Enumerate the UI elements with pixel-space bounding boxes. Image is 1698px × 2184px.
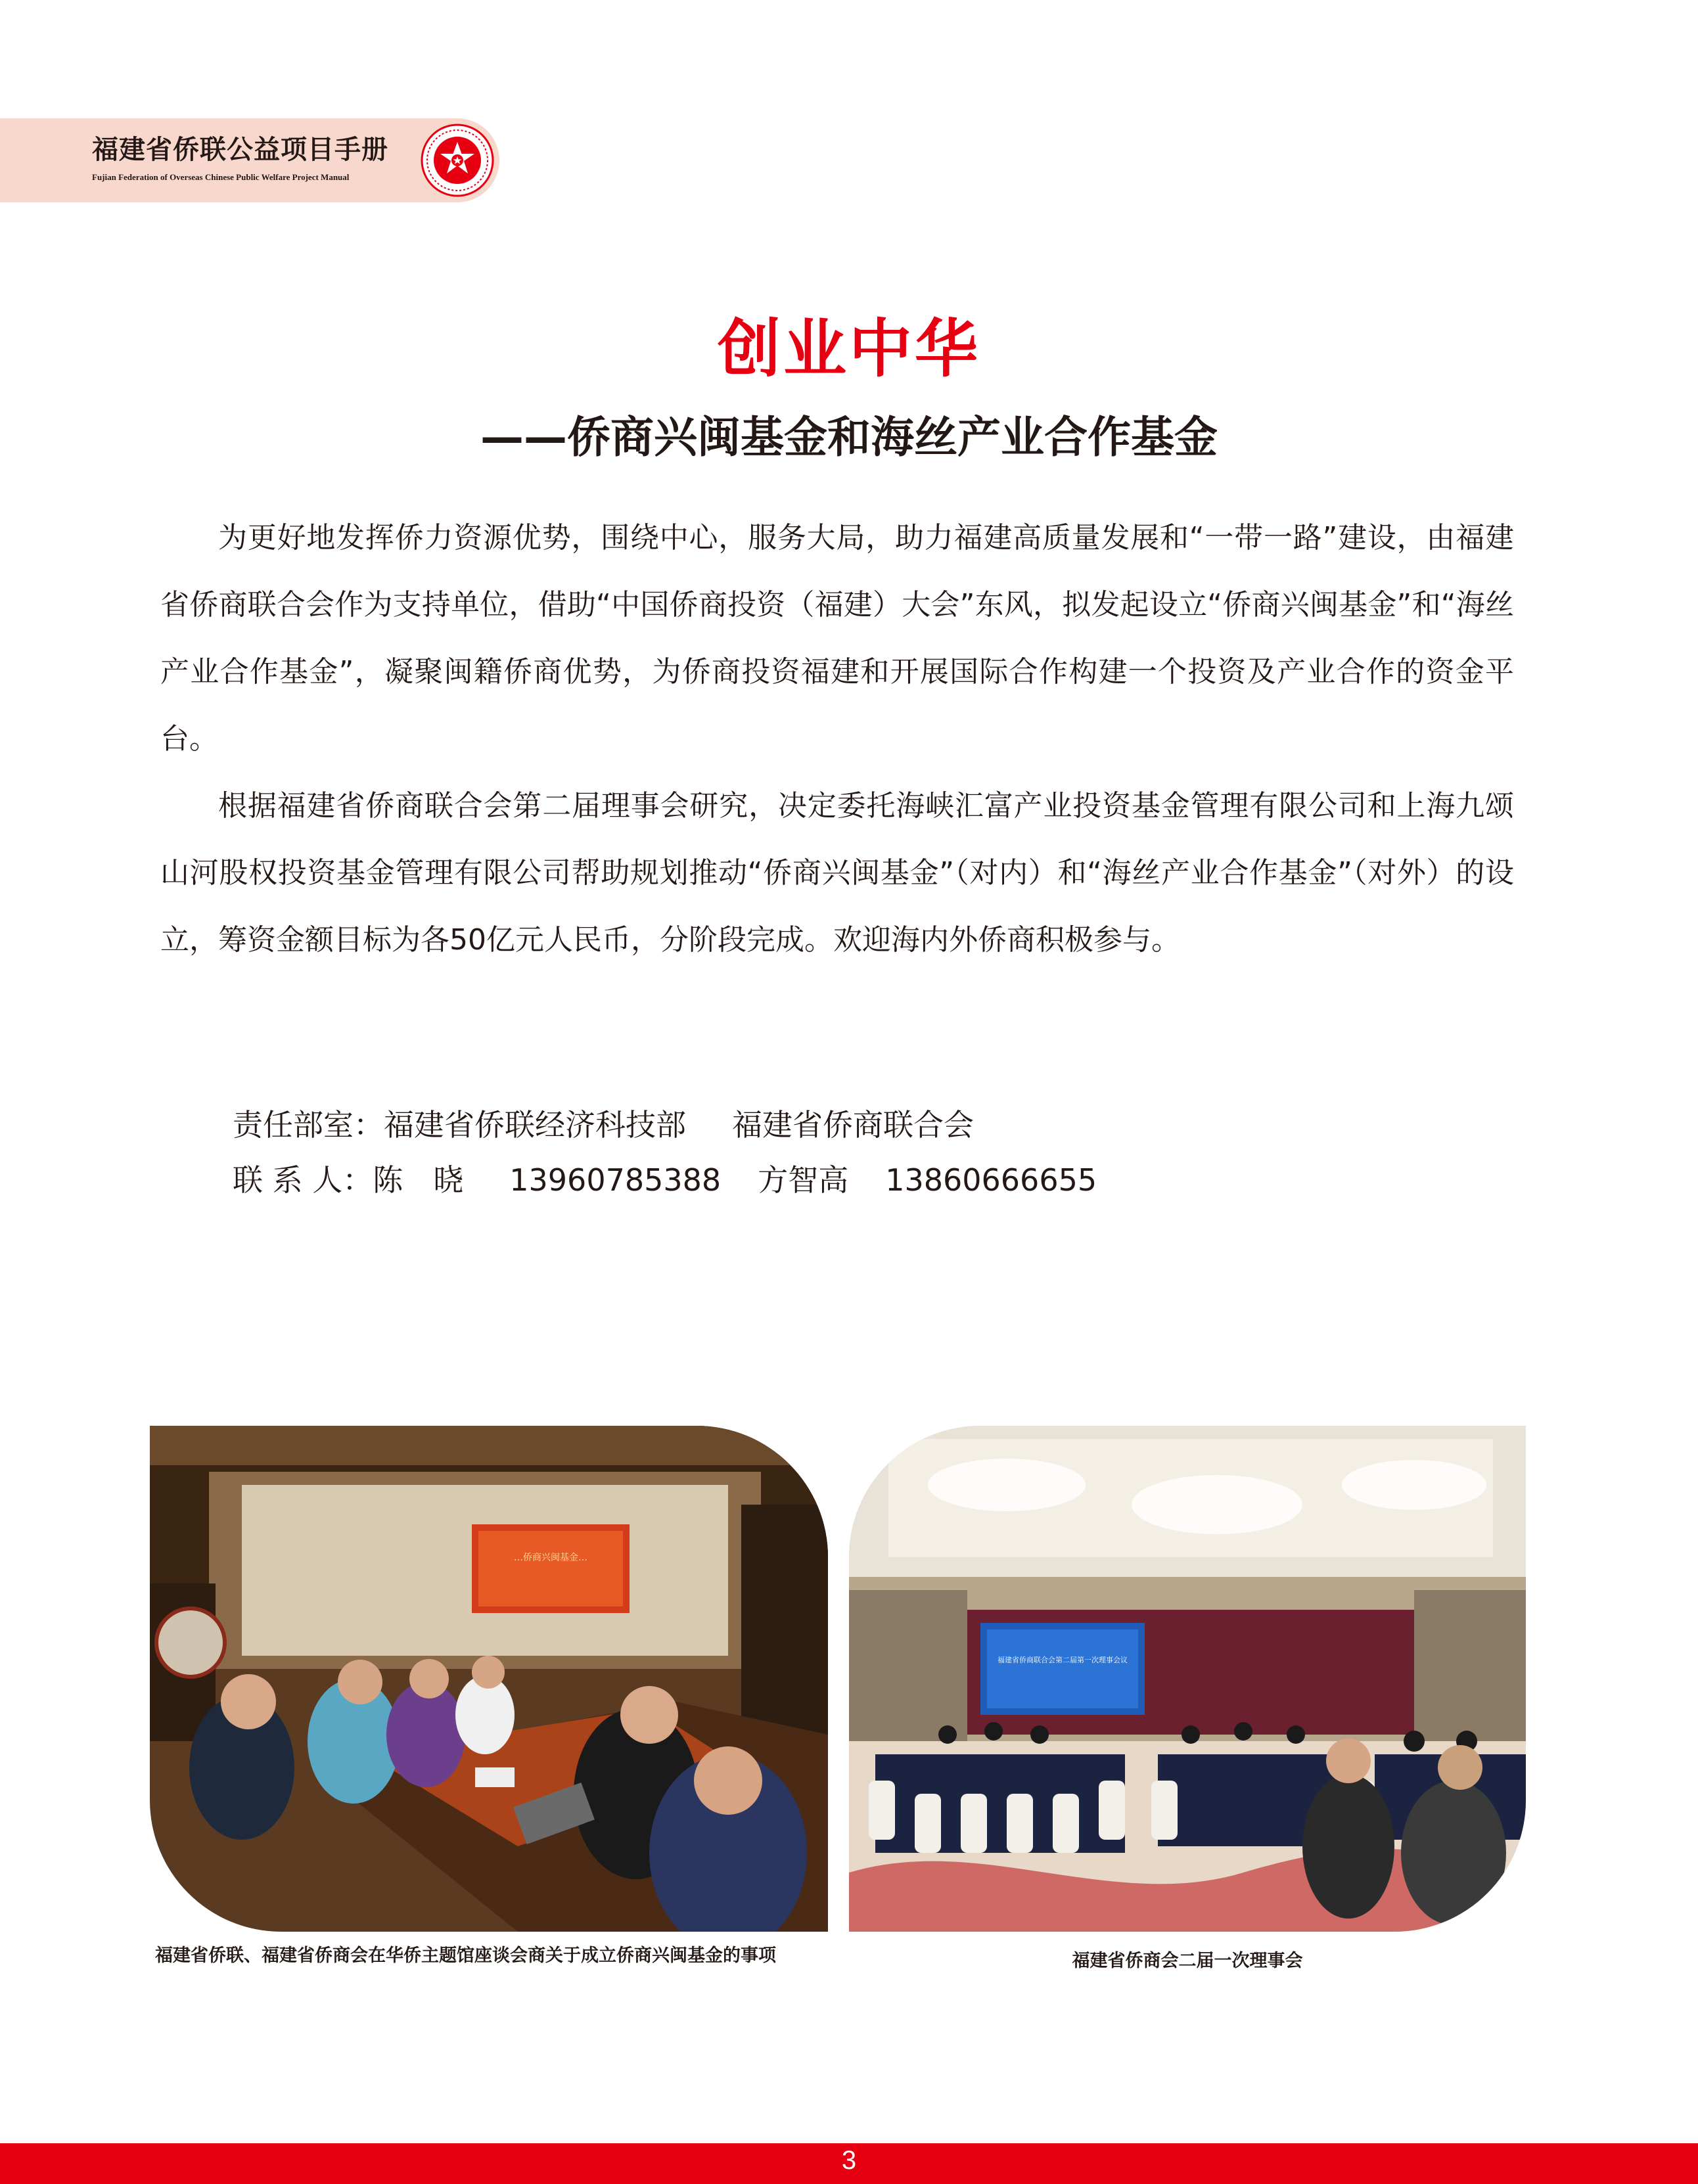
ballroom-image: [849, 1426, 1526, 1932]
meeting-room-image: [150, 1426, 828, 1932]
page-subtitle: ——侨商兴闽基金和海丝产业合作基金: [480, 412, 1218, 463]
red-star-emblem-icon: [421, 124, 494, 197]
person-1-phone: 13960785388: [509, 1162, 722, 1198]
caption-left: 福建省侨联、福建省侨商会在华侨主题馆座谈会商关于成立侨商兴闽基金的事项: [155, 1945, 776, 1966]
manual-title: 福建省侨联公益项目手册: [92, 135, 388, 165]
contact-person-line: [233, 1156, 1097, 1200]
screen-text: 福建省侨商联合会第二届第一次理事会议: [998, 1656, 1128, 1664]
paragraph-2: 根据福建省侨商联合会第二届理事会研究，决定委托海峡汇富产业投资基金管理有限公司和上海九颂山河股权投资基金管理有限公司帮助规划推动“侨商兴闽基金”（对内）和“海丝产业合作基金”（对外）的设立，筹资金额目标为各50亿元人民币，分阶段完成。欢迎海内外侨商积极参与。: [160, 789, 1514, 957]
page-number: 3: [841, 2146, 857, 2175]
person-2-name: 方智高: [758, 1162, 849, 1198]
paragraph-1: 为更好地发挥侨力资源优势，围绕中心，服务大局，助力福建高质量发展和“一带一路”建设，由福建省侨商联合会作为支持单位，借助“中国侨商投资（福建）大会”东风，拟发起设立“侨商兴闽基金”和“海丝产业合作基金”，凝聚闽籍侨商优势，为侨商投资福建和开展国际合作构建一个投资及产业合作的资金平台。: [160, 521, 1514, 756]
dept-1: 福建省侨联经济科技部: [384, 1107, 686, 1143]
banner-text: …侨商兴闽基金…: [514, 1553, 587, 1563]
person-label: 联 系 人：: [233, 1162, 373, 1198]
dept-2: 福建省侨商联合会: [732, 1107, 974, 1143]
responsible-dept-line: [233, 1101, 974, 1145]
caption-right: 福建省侨商会二届一次理事会: [1072, 1951, 1303, 1971]
dept-label: 责任部室：: [233, 1107, 384, 1143]
body-text: [160, 505, 1514, 974]
manual-subtitle-english: Fujian Federation of Overseas Chinese Public Welfare Project Manual: [92, 172, 350, 182]
photo-meeting-room: [150, 1426, 828, 1932]
person-1-name: 陈 晓: [373, 1162, 464, 1198]
person-2-phone: 13860666655: [885, 1162, 1097, 1198]
photo-ballroom-meeting: [849, 1426, 1526, 1932]
page-title: 创业中华: [718, 312, 980, 386]
